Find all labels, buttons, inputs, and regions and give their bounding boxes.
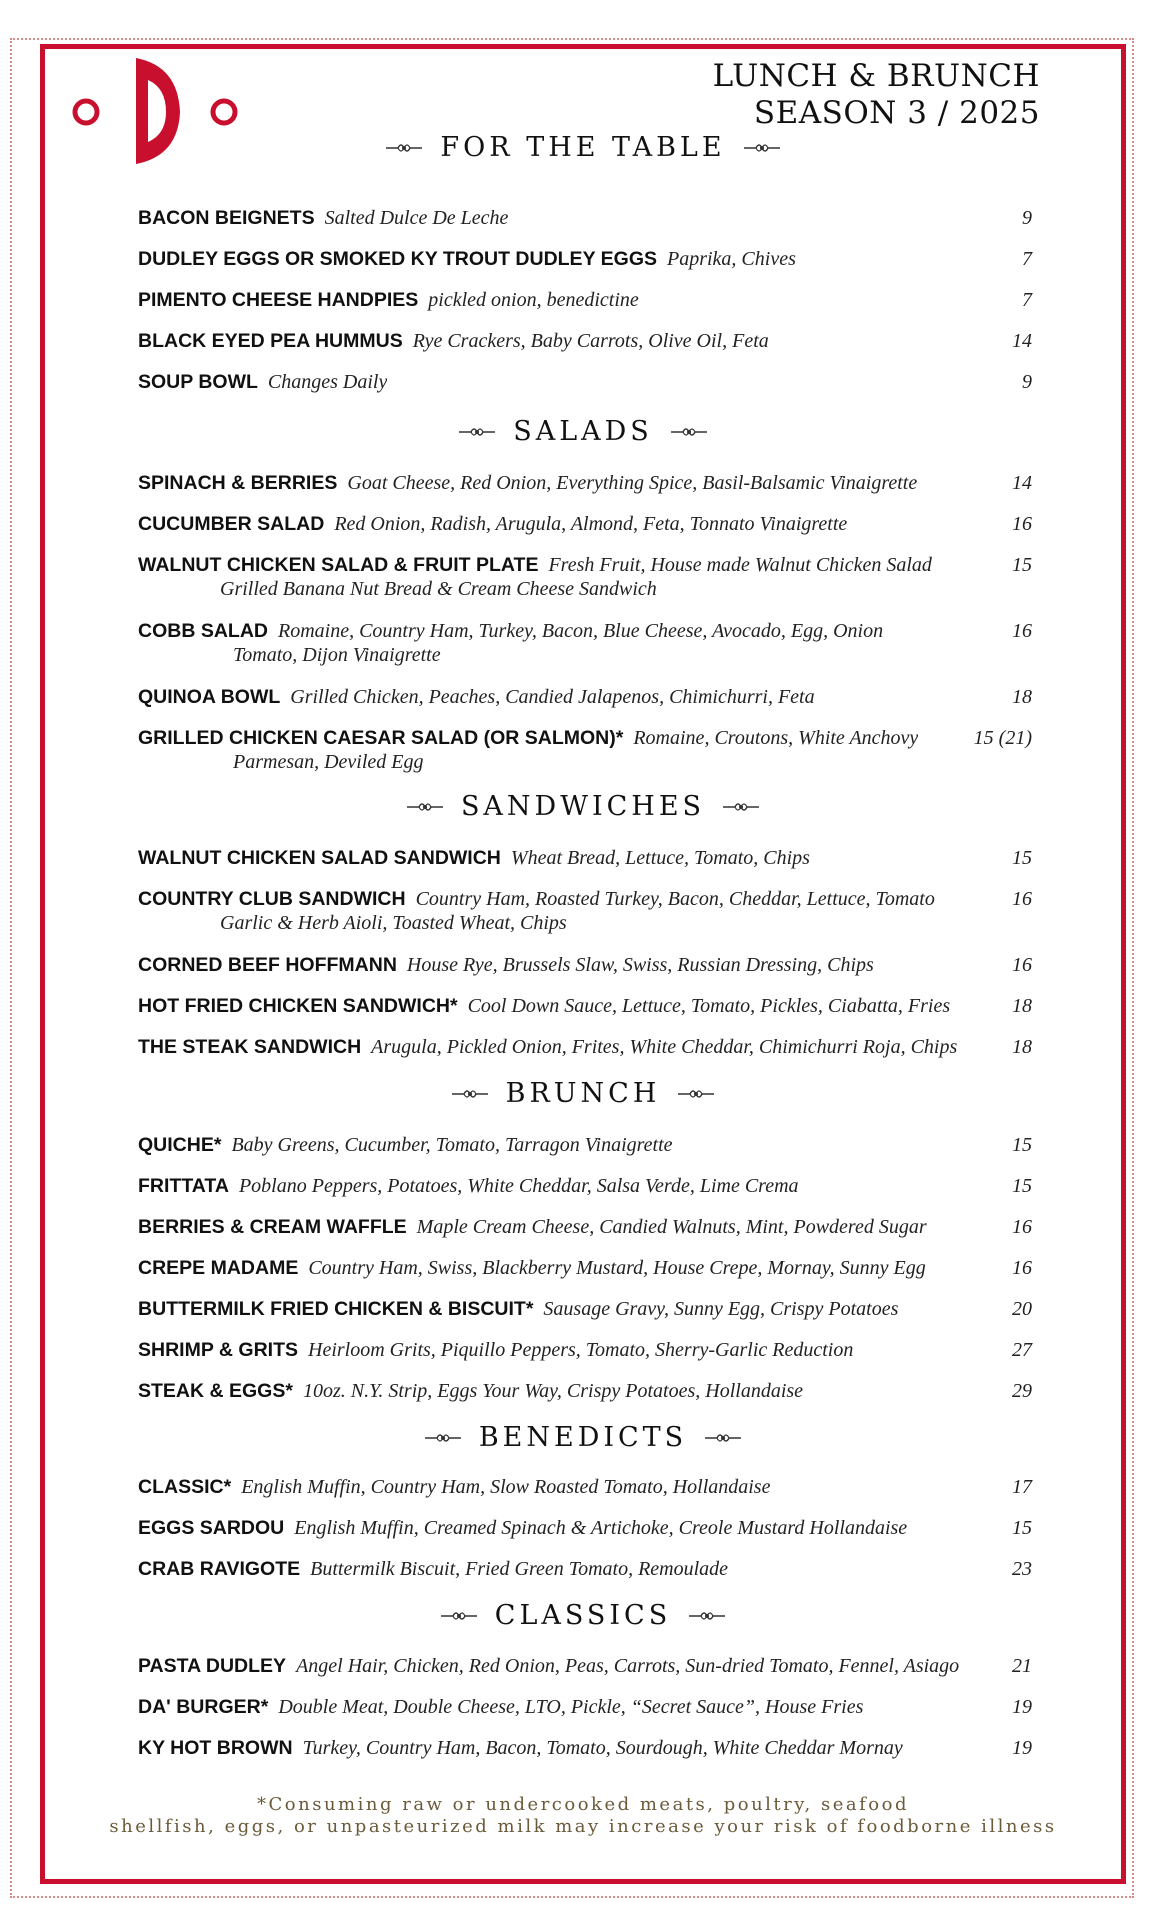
item-description: Cool Down Sauce, Lettuce, Tomato, Pickles, Ciabatta, Fries [467,995,951,1017]
item-name: COBB SALAD [138,620,268,642]
menu-item [138,1696,1032,1719]
menu-item [138,1655,1032,1678]
item-description: English Muffin, Country Ham, Slow Roasted Tomato, Hollandaise [241,1476,771,1498]
menu-item [138,289,1032,312]
menu-item [138,330,1032,353]
flourish-left-icon [423,1430,463,1446]
item-description: Grilled Chicken, Peaches, Candied Jalapenos, Chimichurri, Feta [290,686,815,708]
section-title-label: SANDWICHES [460,791,706,822]
item-name: STEAK & EGGS* [138,1380,293,1402]
menu-item [138,472,1032,495]
item-price: 16 [1012,954,1032,976]
section-title-brunch [0,1078,1166,1109]
menu-item [138,686,1032,709]
item-name: FRITTATA [138,1175,229,1197]
item-name: SPINACH & BERRIES [138,472,338,494]
item-name: KY HOT BROWN [138,1737,293,1759]
item-price: 15 [1012,554,1032,576]
item-description: Salted Dulce De Leche [324,207,509,229]
menu-title: LUNCH & BRUNCH [712,58,1040,94]
item-price: 23 [1012,1558,1032,1580]
item-description-continued: Grilled Banana Nut Bread & Cream Cheese Sandwich [220,578,657,600]
item-description-continued: Parmesan, Deviled Egg [233,751,424,773]
item-name: PASTA DUDLEY [138,1655,287,1677]
food-safety-footnote [0,1794,1166,1838]
menu-item [138,1380,1032,1403]
menu-item [138,727,1032,774]
item-description: Sausage Gravy, Sunny Egg, Crispy Potatoes [543,1298,899,1320]
flourish-right-icon [669,424,709,440]
item-price: 7 [1022,289,1032,311]
item-price: 18 [1012,995,1032,1017]
item-name: BLACK EYED PEA HUMMUS [138,330,403,352]
item-description: Fresh Fruit, House made Walnut Chicken Salad [548,554,932,576]
menu-item [138,620,1032,667]
item-description: 10oz. N.Y. Strip, Eggs Your Way, Crispy Potatoes, Hollandaise [302,1380,804,1402]
section-title-label: FOR THE TABLE [440,132,726,163]
menu-item [138,1134,1032,1157]
section-title-for-the-table [0,132,1166,163]
item-price: 27 [1012,1339,1032,1361]
item-name: QUICHE* [138,1134,222,1156]
item-price: 20 [1012,1298,1032,1320]
item-price: 14 [1012,330,1032,352]
item-description: Heirloom Grits, Piquillo Peppers, Tomato, Sherry-Garlic Reduction [308,1339,854,1361]
menu-item [138,888,1032,935]
item-description-continued: Tomato, Dijon Vinaigrette [233,644,441,666]
menu-item [138,847,1032,870]
item-price: 9 [1022,371,1032,393]
flourish-right-icon [676,1086,716,1102]
item-price: 19 [1012,1737,1032,1759]
section-title-label: CLASSICS [494,1600,672,1631]
item-price: 19 [1012,1696,1032,1718]
section-title-label: BENEDICTS [478,1422,688,1453]
item-description: Rye Crackers, Baby Carrots, Olive Oil, Feta [412,330,769,352]
item-name: DUDLEY EGGS OR SMOKED KY TROUT DUDLEY EGGS [138,248,657,270]
item-description: Romaine, Country Ham, Turkey, Bacon, Blue Cheese, Avocado, Egg, Onion [278,620,884,642]
menu-item [138,1517,1032,1540]
section-title-classics [0,1600,1166,1631]
menu-item [138,554,1032,601]
item-price: 18 [1012,686,1032,708]
item-price: 16 [1012,513,1032,535]
menu-item [138,995,1032,1018]
menu-item [138,1339,1032,1362]
flourish-left-icon [450,1086,490,1102]
menu-item [138,1216,1032,1239]
footnote-line-1: *Consuming raw or undercooked meats, poultry, seafood [257,1794,909,1815]
item-name: EGGS SARDOU [138,1517,285,1539]
item-description: Paprika, Chives [667,248,796,270]
item-description: Turkey, Country Ham, Bacon, Tomato, Sourdough, White Cheddar Mornay [302,1737,903,1759]
item-price: 15 [1012,1175,1032,1197]
item-description: Arugula, Pickled Onion, Frites, White Cheddar, Chimichurri Roja, Chips [371,1036,958,1058]
item-description: Country Ham, Roasted Turkey, Bacon, Cheddar, Lettuce, Tomato [415,888,935,910]
item-price: 14 [1012,472,1032,494]
item-name: PIMENTO CHEESE HANDPIES [138,289,419,311]
section-title-benedicts [0,1422,1166,1453]
item-name: HOT FRIED CHICKEN SANDWICH* [138,995,458,1017]
flourish-left-icon [457,424,497,440]
item-name: COUNTRY CLUB SANDWICH [138,888,406,910]
section-title-sandwiches [0,791,1166,822]
item-name: THE STEAK SANDWICH [138,1036,362,1058]
item-name: CORNED BEEF HOFFMANN [138,954,397,976]
menu-item [138,1558,1032,1581]
menu-item [138,1476,1032,1499]
item-name: BACON BEIGNETS [138,207,315,229]
menu-item [138,1036,1032,1059]
menu-header [713,58,1040,132]
item-name: WALNUT CHICKEN SALAD & FRUIT PLATE [138,554,539,576]
flourish-right-icon [742,140,782,156]
item-price: 15 [1012,847,1032,869]
item-description: pickled onion, benedictine [428,289,639,311]
item-description: Red Onion, Radish, Arugula, Almond, Feta, Tonnato Vinaigrette [334,513,848,535]
item-description: Goat Cheese, Red Onion, Everything Spice, Basil-Balsamic Vinaigrette [347,472,918,494]
menu-item [138,513,1032,536]
item-name: SOUP BOWL [138,371,258,393]
item-price: 9 [1022,207,1032,229]
item-name: BUTTERMILK FRIED CHICKEN & BISCUIT* [138,1298,534,1320]
menu-item [138,371,1032,394]
item-name: CRAB RAVIGOTE [138,1558,301,1580]
flourish-right-icon [687,1608,727,1624]
item-description: Double Meat, Double Cheese, LTO, Pickle, “Secret Sauce”, House Fries [278,1696,864,1718]
item-price: 7 [1022,248,1032,270]
item-name: CREPE MADAME [138,1257,299,1279]
menu-item [138,207,1032,230]
item-name: BERRIES & CREAM WAFFLE [138,1216,407,1238]
item-price: 15 [1012,1517,1032,1539]
item-description: Country Ham, Swiss, Blackberry Mustard, House Crepe, Mornay, Sunny Egg [308,1257,926,1279]
item-name: CLASSIC* [138,1476,232,1498]
section-title-label: SALADS [513,416,653,447]
flourish-left-icon [405,799,445,815]
section-title-label: BRUNCH [505,1078,661,1109]
menu-item [138,1257,1032,1280]
item-description: English Muffin, Creamed Spinach & Artichoke, Creole Mustard Hollandaise [294,1517,908,1539]
menu-item [138,1298,1032,1321]
item-name: SHRIMP & GRITS [138,1339,298,1361]
item-name: WALNUT CHICKEN SALAD SANDWICH [138,847,501,869]
flourish-right-icon [721,799,761,815]
item-name: GRILLED CHICKEN CAESAR SALAD (OR SALMON)* [138,727,624,749]
item-name: QUINOA BOWL [138,686,281,708]
item-price: 16 [1012,888,1032,910]
item-price: 21 [1012,1655,1032,1677]
menu-item [138,1737,1032,1760]
item-description: Baby Greens, Cucumber, Tomato, Tarragon Vinaigrette [231,1134,673,1156]
item-name: CUCUMBER SALAD [138,513,325,535]
item-price: 15 [1012,1134,1032,1156]
item-description: Romaine, Croutons, White Anchovy [633,727,919,749]
item-description: Maple Cream Cheese, Candied Walnuts, Mint, Powdered Sugar [416,1216,927,1238]
flourish-left-icon [439,1608,479,1624]
item-description: House Rye, Brussels Slaw, Swiss, Russian Dressing, Chips [406,954,874,976]
item-description-continued: Garlic & Herb Aioli, Toasted Wheat, Chips [220,912,567,934]
flourish-right-icon [703,1430,743,1446]
menu-item [138,1175,1032,1198]
item-price: 18 [1012,1036,1032,1058]
flourish-left-icon [384,140,424,156]
item-description: Changes Daily [267,371,388,393]
item-price: 16 [1012,1216,1032,1238]
item-description: Buttermilk Biscuit, Fried Green Tomato, Remoulade [310,1558,729,1580]
item-name: DA' BURGER* [138,1696,269,1718]
section-title-salads [0,416,1166,447]
menu-season: SEASON 3 / 2025 [753,95,1040,131]
footnote-line-2: shellfish, eggs, or unpasteurized milk may increase your risk of foodborne illness [109,1816,1057,1837]
item-price: 29 [1012,1380,1032,1402]
menu-item [138,248,1032,271]
item-description: Poblano Peppers, Potatoes, White Cheddar, Salsa Verde, Lime Crema [238,1175,799,1197]
item-price: 16 [1012,1257,1032,1279]
item-price: 17 [1012,1476,1032,1498]
item-price: 16 [1012,620,1032,642]
item-price: 15 (21) [973,727,1032,749]
item-description: Wheat Bread, Lettuce, Tomato, Chips [510,847,810,869]
menu-item [138,954,1032,977]
item-description: Angel Hair, Chicken, Red Onion, Peas, Carrots, Sun-dried Tomato, Fennel, Asiago [296,1655,960,1677]
